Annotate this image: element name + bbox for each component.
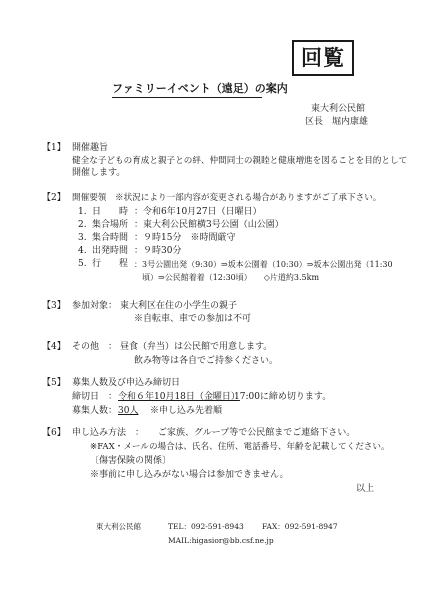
issuer-org: 東大利公民館 [311,104,366,114]
list-item-label: 日 時 [92,207,129,217]
title-underline [112,97,262,98]
list-item-number: 4. [78,246,87,256]
list-item-number: 2. [78,220,87,230]
section-number: 【5】 [42,378,66,388]
list-item-label: 行 程 [92,259,129,269]
circulation-stamp: 回覧 [292,40,354,76]
list-item-value: ：3号公園出発（9:30）⇒坂本公園着（10:30）⇒坂本公園出発（11:30 [134,260,393,269]
section-label: その他 ： [72,342,118,352]
section-number: 【1】 [42,143,66,153]
count-value: 30人 [118,406,139,416]
footer-tel: TEL：092-591-8943 [168,522,244,531]
footer-org: 東大利公民館 [96,522,141,531]
list-item-value: ：９時15分 ※時間厳守 [134,233,236,243]
section-label: 申し込み方法 ： [72,428,145,438]
section-number: 【3】 [42,301,66,311]
list-item-value: ：東大利公民館横3号公園（山公園） [134,220,284,230]
section-number: 【2】 [42,193,66,203]
footer-fax: FAX：092-591-8947 [262,522,338,531]
deadline-label: 締切日 ： [72,392,118,402]
section-text: ご家族、グループ等で公民館までご連絡下さい。 [158,428,356,438]
section-number: 【4】 [42,342,66,352]
section-heading: 開催要領 ※状況により一部内容が変更される場合がありますがご了承下さい。 [72,193,382,203]
closing-text: 以上 [356,484,375,494]
section-text: 健全な子どもの育成と親子との絆、仲間同士の親睦と健康増進を図ることを目的として [72,156,408,166]
section-note: 〔傷害保険の関係〕 [90,456,172,466]
list-item-number: 1. [78,207,87,217]
list-item-number: 5. [78,259,87,269]
section-text: 東大利区在住の小学生の親子 [120,301,238,311]
deadline-time: 17:00に締め切ります。 [234,392,332,402]
count-note: ※申し込み先着順 [150,406,223,416]
count-label: 募集人数： [72,406,118,416]
section-number: 【6】 [42,428,66,438]
section-heading: 開催趣旨 [72,143,109,153]
deadline-date: 令和６年10月18日（金曜日） [118,392,240,402]
list-item-label: 出発時間 [92,246,129,256]
list-item-number: 3. [78,233,87,243]
section-label: 参加対象： [72,301,118,311]
section-text: 飲み物等は各自でご持参ください。 [134,356,279,366]
list-item-label: 集合時間 [92,233,129,243]
section-note: ※事前に申し込みがない場合は参加できません。 [90,470,289,480]
section-text: 開催します。 [72,168,126,178]
list-item-label: 集合場所 [92,220,129,230]
section-note: ※FAX・メールの場合は、氏名、住所、電話番号、年齢を記載してください。 [90,442,390,452]
list-item-value: ：９時30分 [134,246,182,256]
section-text: 昼食（弁当）は公民館で用意します。 [120,342,273,352]
list-item-value: ：令和6年10月27日（日曜日） [134,207,262,217]
section-note: ※自転車、車での参加は不可 [134,314,252,324]
list-item-value: 頃）⇒公民館着着（12:30頃） ◇片道約3.5km [142,273,320,282]
page-title: ファミリーイベント（遠足）の案内 [112,82,288,95]
issuer-person: 区長 堀内康雄 [305,117,369,127]
section-heading: 募集人数及び申込み締切日 [72,378,181,388]
footer-mail: MAIL:higasior@bb.csf.ne.jp [168,536,274,545]
